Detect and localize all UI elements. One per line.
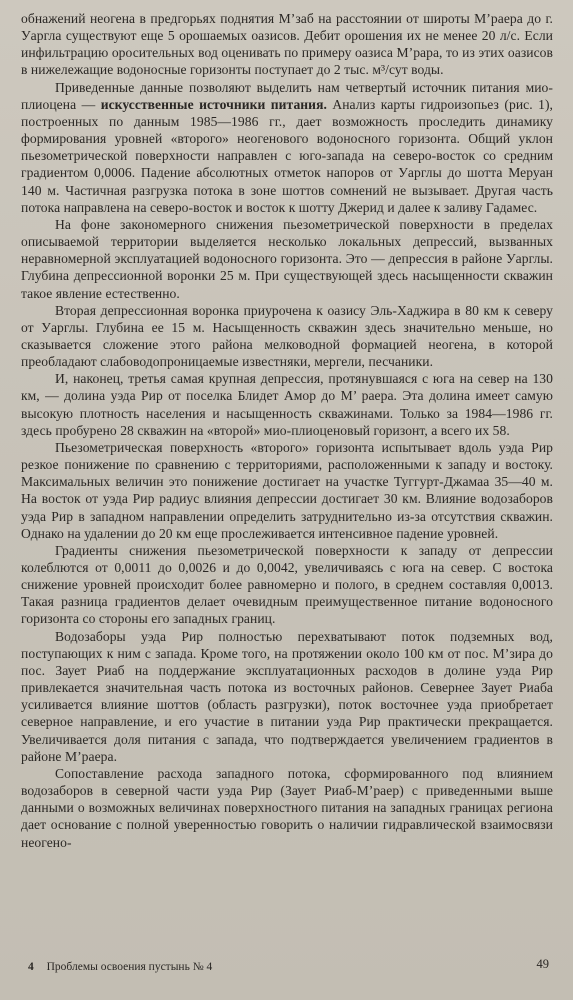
paragraph-text: Приведенные данные позволяют выделить нам четвертый источник питания мио-плиоцена — xyxy=(21,79,553,112)
paragraph-water-sources xyxy=(21,79,553,216)
paragraph-depressions: На фоне закономерного снижения пьезометрической поверхности в пределах описываемой территории выделяется несколько локальных депрессий, вызванных неравномерной эксплуатацией водоносного горизонта. Это — депрессия в районе Уарглы. Глубина депрессионной воронки 25 м. При существующей здесь насыщенности скважин такое явление естественно. xyxy=(21,216,553,301)
paragraph-third-depression: И, наконец, третья самая крупная депрессия, протянувшаяся с юга на север на 130 км, — долина уэда Рир от поселка Блидет Амор до М’ раера. Эта долина имеет самую высокую плотность населения и насыщенность скважинами. Только за 1984—1986 гг. здесь пробурено 28 скважин на «второй» мио-плиоценовый горизонт, а всего их 58. xyxy=(21,371,553,438)
body-text xyxy=(21,10,553,851)
page-footer xyxy=(28,957,549,979)
emphasis-artificial-sources: искусственные источники питания. xyxy=(100,96,327,112)
footer-left xyxy=(28,961,212,973)
paragraph-piezometric-surface: Пьезометрическая поверхность «второго» горизонта испытывает вдоль уэда Рир резкое понижение по сравнению с территориями, расположенными к западу и востоку. Максимальных величин это понижение достигает на участке Туггурт-Джамаа 35—40 м. На восток от уэда Рир радиус влияния депрессии достигает 30 км. Влияние водозаборов уэда Рир в западном направлении определить затруднительно из-за отсутствия скважин. Однако на удалении до 20 км еще прослеживается интенсивное падение уровней. xyxy=(21,439,553,541)
signature-mark: 4 xyxy=(28,961,34,973)
page-number: 49 xyxy=(536,957,549,971)
running-title: Проблемы освоения пустынь № 4 xyxy=(46,961,213,973)
paragraph-continued: обнажений неогена в предгорьях поднятия М’заб на расстоянии от широты М’раера до г. Уаргла существуют еще 5 орошаемых оазисов. Дебит орошения их не менее 20 л/с. Если инфильтрацию оросительных вод оценивать по примеру оазиса М’рара, то из этих оазисов в нижележащие водоносные горизонты поступает до 2 тыс. м³/сут воды. xyxy=(21,11,553,78)
paragraph-second-depression: Вторая депрессионная воронка приурочена к оазису Эль-Хаджира в 80 км к северу от Уарглы. Глубина ее 15 м. Насыщенность скважин здесь значительно меньше, но сказывается сложение этого района мелководной формацией неогена, в которой преобладают слабоводопроницаемые известняки, мергели, песчаники. xyxy=(21,302,553,370)
paragraph-comparison: Сопоставление расхода западного потока, сформированного под влиянием водозаборов в северной части уэда Рир (Заует Риаб-М’раер) с приведенными выше данными о возможных величинах поверхностного питания на западных границах региона дает основание с полной уверенностью говорить о наличии гидравлической взаимосвязи неогено- xyxy=(21,765,553,850)
paragraph-gradients: Градиенты снижения пьезометрической поверхности к западу от депрессии колеблются от 0,0011 до 0,0026 и до 0,0042, увеличиваясь с юга на север. С востока снижение уровней происходит более равномерно и полого, в среднем составляя 0,0013. Такая разница градиентов делает очевидным преимущественное питание водоносного горизонта со стороны его западных границ. xyxy=(21,542,553,627)
paragraph-water-intakes: Водозаборы уэда Рир полностью перехватывают поток подземных вод, поступающих к ним с запада. Кроме того, на протяжении около 100 км от пос. М’зира до пос. Заует Риаб на поддержание эксплуатационных расходов в долине уэда Рир привлекается значительная часть потока из восточных районов. Севернее Заует Риаба усиливается влияние шоттов (область разгрузки), поток восточнее уэда приобретает северное направление, и его участие в питании уэда Рир практически прекращается. Увеличивается доля питания с запада, что подтверждается увеличением градиентов в районе М’раера. xyxy=(21,628,553,764)
paragraph-text: Анализ карты гидроизопьез (рис. 1), построенных по данным 1985—1986 гг., дает возможность проследить динамику формирования уровней «второго» неогенового водоносного горизонта. Общий уклон пьезометрической поверхности направлен с юго-запада на северо-восток со средним градиентом 0,0006. Падение абсолютных отметок напоров от Уарглы до шотта Меруан 140 м. Частичная разгрузка потока в зоне шоттов сомнений не вызывает. Другая часть потока направлена на северо-восток и восток к шотту Джерид и далее к заливу Гадамес. xyxy=(21,96,554,215)
